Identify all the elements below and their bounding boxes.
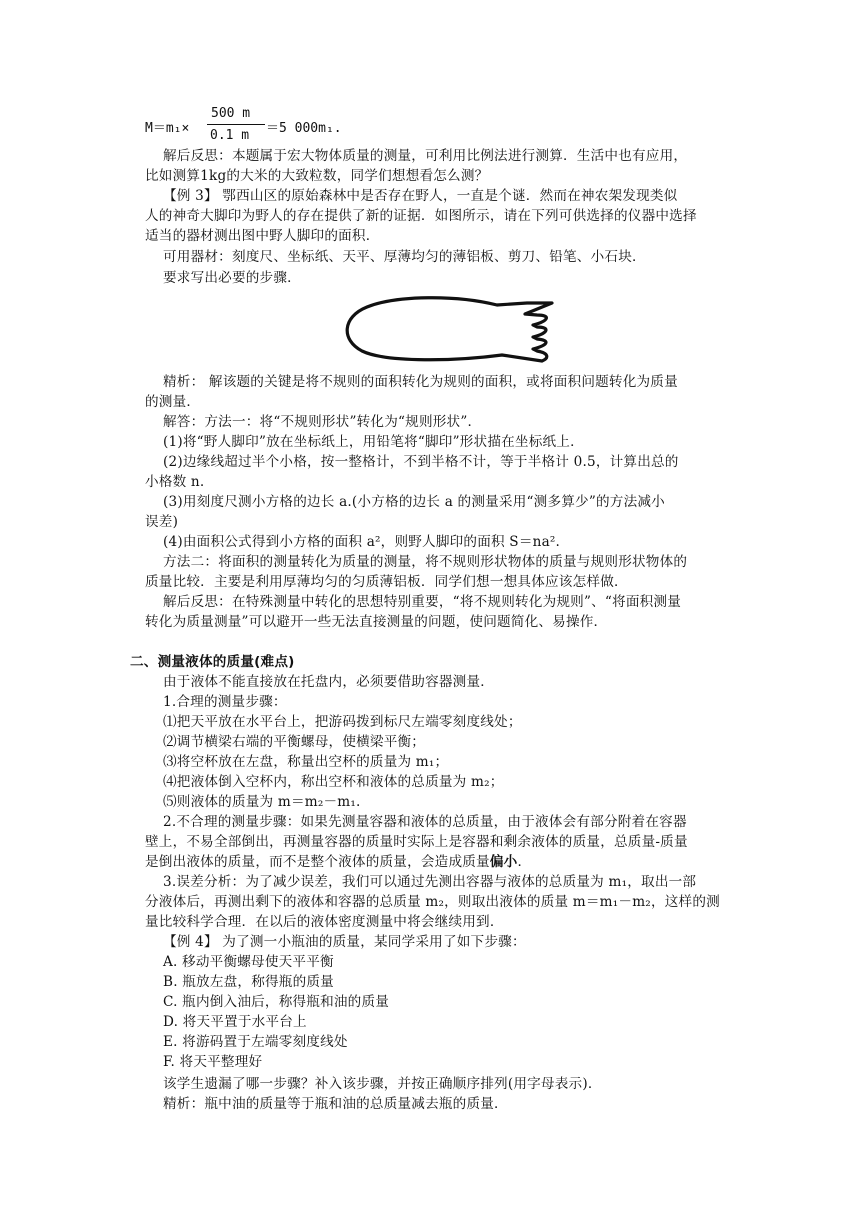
bad-steps-line-1: 2.不合理的测量步骤：如果先测量容器和液体的总质量，由于液体会有部分附着在容器 (163, 814, 687, 830)
example4-question: 该学生遗漏了哪一步骤？补入该步骤，并按正确顺序排列(用字母表示)． (163, 1076, 602, 1092)
answer-step-3: (3)用刻度尺测小方格的边长 a.(小方格的边长 a 的测量采用“测多算少”的方法减小 (163, 494, 665, 510)
reflection-line-1: 解后反思：本题属于宏大物体质量的测量，可利用比例法进行测算．生活中也有应用， (163, 148, 688, 164)
section-title: 二、测量液体的质量(难点) (130, 654, 295, 670)
bad-steps-text: 是倒出液体的质量，而不是整个液体的质量，会造成质量 (145, 854, 490, 870)
analysis-line-2: 的测量． (145, 394, 201, 410)
reflection2-line-2: 转化为质量测量”可以避开一些无法直接测量的问题，使问题简化、易操作． (145, 614, 608, 630)
formula-denominator: 0.1 m (210, 128, 250, 143)
footprint-figure (337, 285, 559, 368)
formula-lhs: M＝m₁× (145, 121, 190, 136)
bad-steps-period: ． (517, 854, 532, 870)
option-e: E. 将游码置于左端零刻度线处 (163, 1034, 348, 1050)
method2-line-2: 质量比较．主要是利用厚薄均匀的匀质薄铝板．同学们想一想具体应该怎样做． (145, 574, 628, 590)
example4-title: 【例 4】 为了测一小瓶油的质量，某同学采用了如下步骤： (163, 934, 526, 950)
bad-steps-line-3 (145, 852, 725, 872)
step-1: ⑴把天平放在水平台上，把游码拨到标尺左端零刻度线处； (163, 714, 522, 730)
option-a: A. 移动平衡螺母使天平平衡 (163, 954, 334, 970)
error-line-3: 量比较科学合理．在以后的液体密度测量中将会继续用到． (145, 914, 504, 930)
answer-step-1: (1)将“野人脚印”放在坐标纸上，用铅笔将“脚印”形状描在坐标纸上． (163, 434, 584, 450)
step-2: ⑵调节横梁右端的平衡螺母，使横梁平衡； (163, 734, 426, 750)
answer-step-4: (4)由面积公式得到小方格的面积 a²，则野人脚印的面积 S＝na². (163, 534, 561, 550)
step-3: ⑶将空杯放在左盘，称量出空杯的质量为 m₁； (163, 754, 449, 770)
example3-line-3: 适当的器材测出图中野人脚印的面积． (145, 228, 380, 244)
option-b: B. 瓶放左盘，称得瓶的质量 (163, 974, 334, 990)
error-line-2: 分液体后，再测出剩下的液体和容器的总质量 m₂，则取出液体的质量 m＝m₁－m₂，这样的测 (145, 894, 720, 910)
equipment-line: 可用器材：刻度尺、坐标纸、天平、厚薄均匀的薄铝板、剪刀、铅笔、小石块． (163, 249, 646, 265)
example3-line-2: 人的神奇大脚印为野人的存在提供了新的证据．如图所示，请在下列可供选择的仪器中选择 (145, 208, 697, 224)
analysis-line-1: 精析： 解该题的关键是将不规则的面积转化为规则的面积，或将面积问题转化为质量 (163, 374, 678, 390)
example4-analysis: 精析：瓶中油的质量等于瓶和油的总质量减去瓶的质量． (163, 1096, 508, 1112)
error-line-1: 3.误差分析：为了减少误差，我们可以通过先测出容器与液体的总质量为 m₁，取出一部 (163, 874, 697, 890)
step-4: ⑷把液体倒入空杯内，称出空杯和液体的总质量为 m₂； (163, 774, 504, 790)
answer-step-3-cont: 误差) (145, 514, 179, 530)
formula-fraction-bar (207, 124, 265, 125)
emphasis-too-small: 偏小 (489, 854, 518, 870)
steps-heading: 1.合理的测量步骤： (163, 694, 287, 710)
reflection-line-2: 比如测算1kg的大米的大致粒数，同学们想想看怎么测？ (145, 168, 489, 184)
step-5: ⑸则液体的质量为 m＝m₂－m₁. (163, 794, 361, 810)
answer-line-1: 解答：方法一：将“不规则形状”转化为“规则形状”． (163, 414, 482, 430)
bad-steps-line-2: 壁上，不易全部倒出，再测量容器的质量时实际上是容器和剩余液体的质量，总质量-质量 (145, 834, 688, 850)
reflection2-line-1: 解后反思：在特殊测量中转化的思想特别重要，“将不规则转化为规则”、“将面积测量 (163, 594, 682, 610)
requirement-line: 要求写出必要的步骤． (163, 270, 301, 286)
section-intro: 由于液体不能直接放在托盘内，必须要借助容器测量． (163, 674, 495, 690)
formula-rhs: ＝5 000m₁. (266, 121, 342, 136)
option-f: F. 将天平整理好 (163, 1054, 263, 1070)
method2-line-1: 方法二：将面积的测量转化为质量的测量，将不规则形状物体的质量与规则形状物体的 (163, 554, 688, 570)
option-d: D. 将天平置于水平台上 (163, 1014, 307, 1030)
answer-step-2-cont: 小格数 n. (145, 474, 205, 490)
option-c: C. 瓶内倒入油后，称得瓶和油的质量 (163, 994, 390, 1010)
answer-step-2: (2)边缘线超过半个小格，按一整格计，不到半格不计，等于半格计 0.5，计算出总的 (163, 454, 679, 470)
example3-line-1: 【例 3】 鄂西山区的原始森林中是否存在野人，一直是个谜．然而在神农架发现类似 (163, 188, 678, 204)
formula-numerator: 500 m (211, 106, 251, 121)
